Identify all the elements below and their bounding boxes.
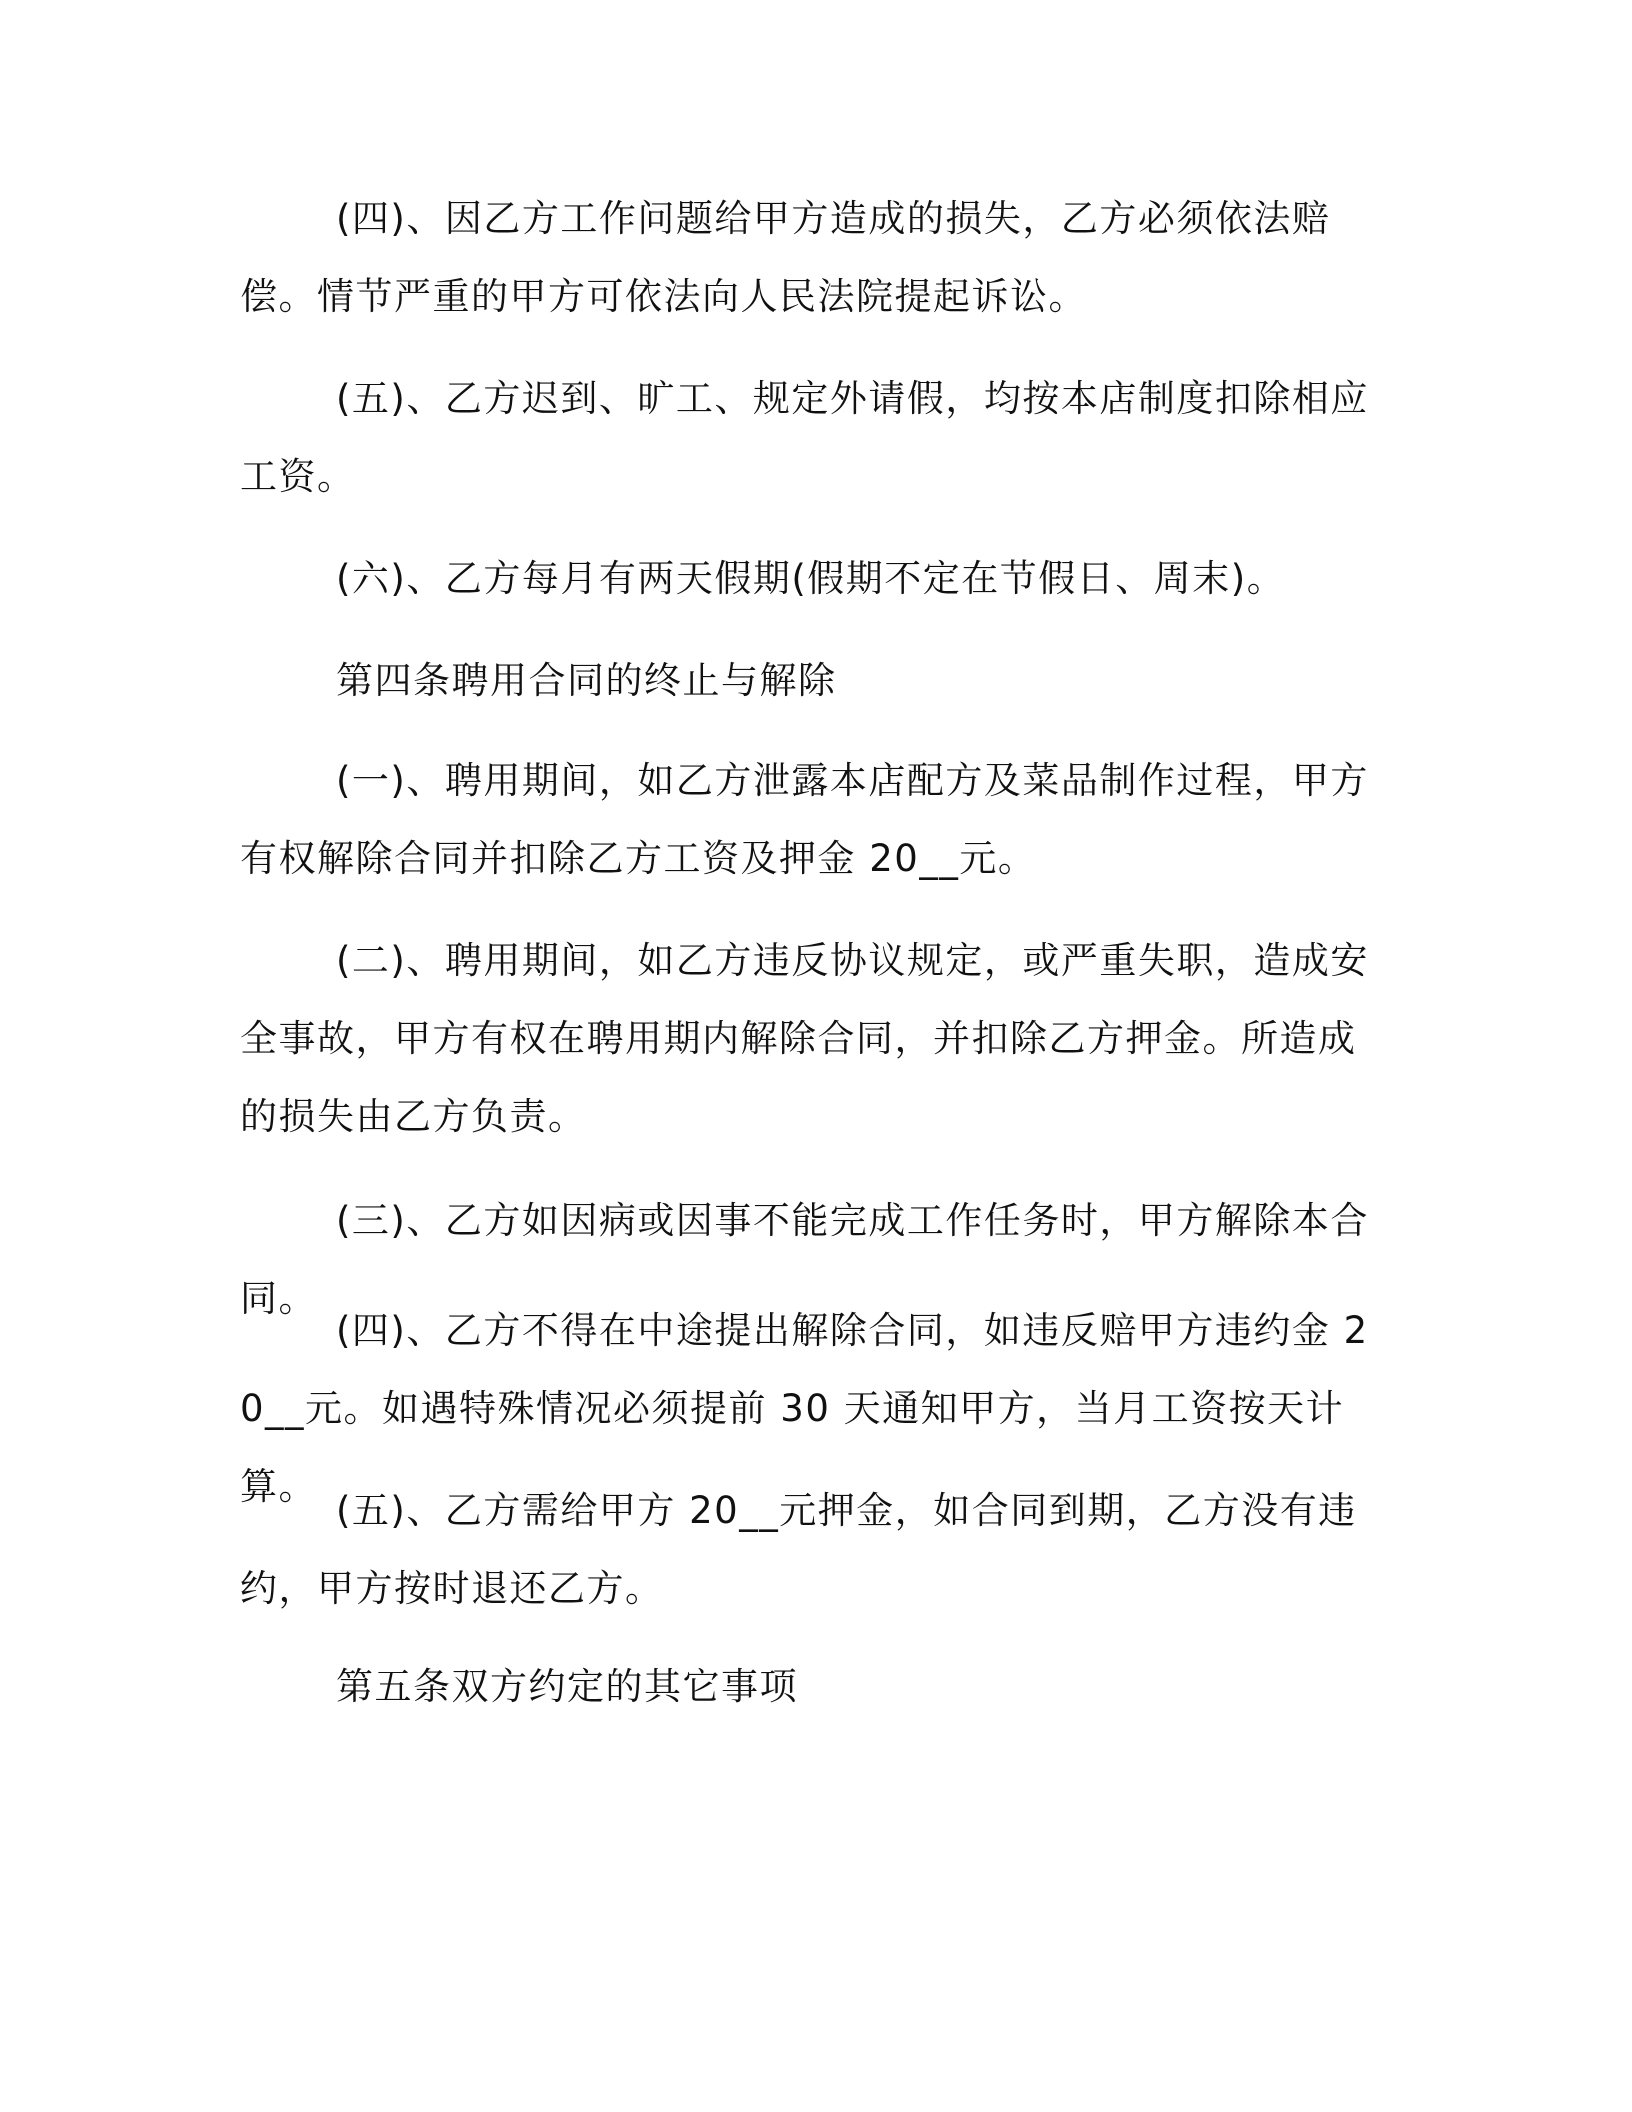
section-heading-article-4: 第四条聘用合同的终止与解除: [336, 659, 837, 702]
paragraph-clause-4-3: (三)、乙方如因病或因事不能完成工作任务时，甲方解除本合同。: [240, 1199, 1369, 1320]
paragraph-clause-3-5: (五)、乙方迟到、旷工、规定外请假，均按本店制度扣除相应工资。: [240, 377, 1369, 498]
paragraph-clause-3-6: (六)、乙方每月有两天假期(假期不定在节假日、周末)。: [336, 557, 1286, 600]
paragraph-clause-4-1: (一)、聘用期间，如乙方泄露本店配方及菜品制作过程，甲方有权解除合同并扣除乙方工资及押金 20__元。: [240, 759, 1369, 880]
paragraph-clause-4-2: (二)、聘用期间，如乙方违反协议规定，或严重失职，造成安全事故，甲方有权在聘用期内解除合同，并扣除乙方押金。所造成的损失由乙方负责。: [240, 939, 1369, 1138]
section-heading-article-5: 第五条双方约定的其它事项: [336, 1665, 798, 1708]
paragraph-clause-4-4: (四)、乙方不得在中途提出解除合同，如违反赔甲方违约金 20__元。如遇特殊情况必须提前 30 天通知甲方，当月工资按天计算。: [240, 1309, 1369, 1508]
paragraph-clause-4-5: (五)、乙方需给甲方 20__元押金，如合同到期，乙方没有违约，甲方按时退还乙方。: [240, 1489, 1357, 1610]
paragraph-clause-3-4: (四)、因乙方工作问题给甲方造成的损失，乙方必须依法赔偿。情节严重的甲方可依法向人民法院提起诉讼。: [240, 197, 1331, 318]
